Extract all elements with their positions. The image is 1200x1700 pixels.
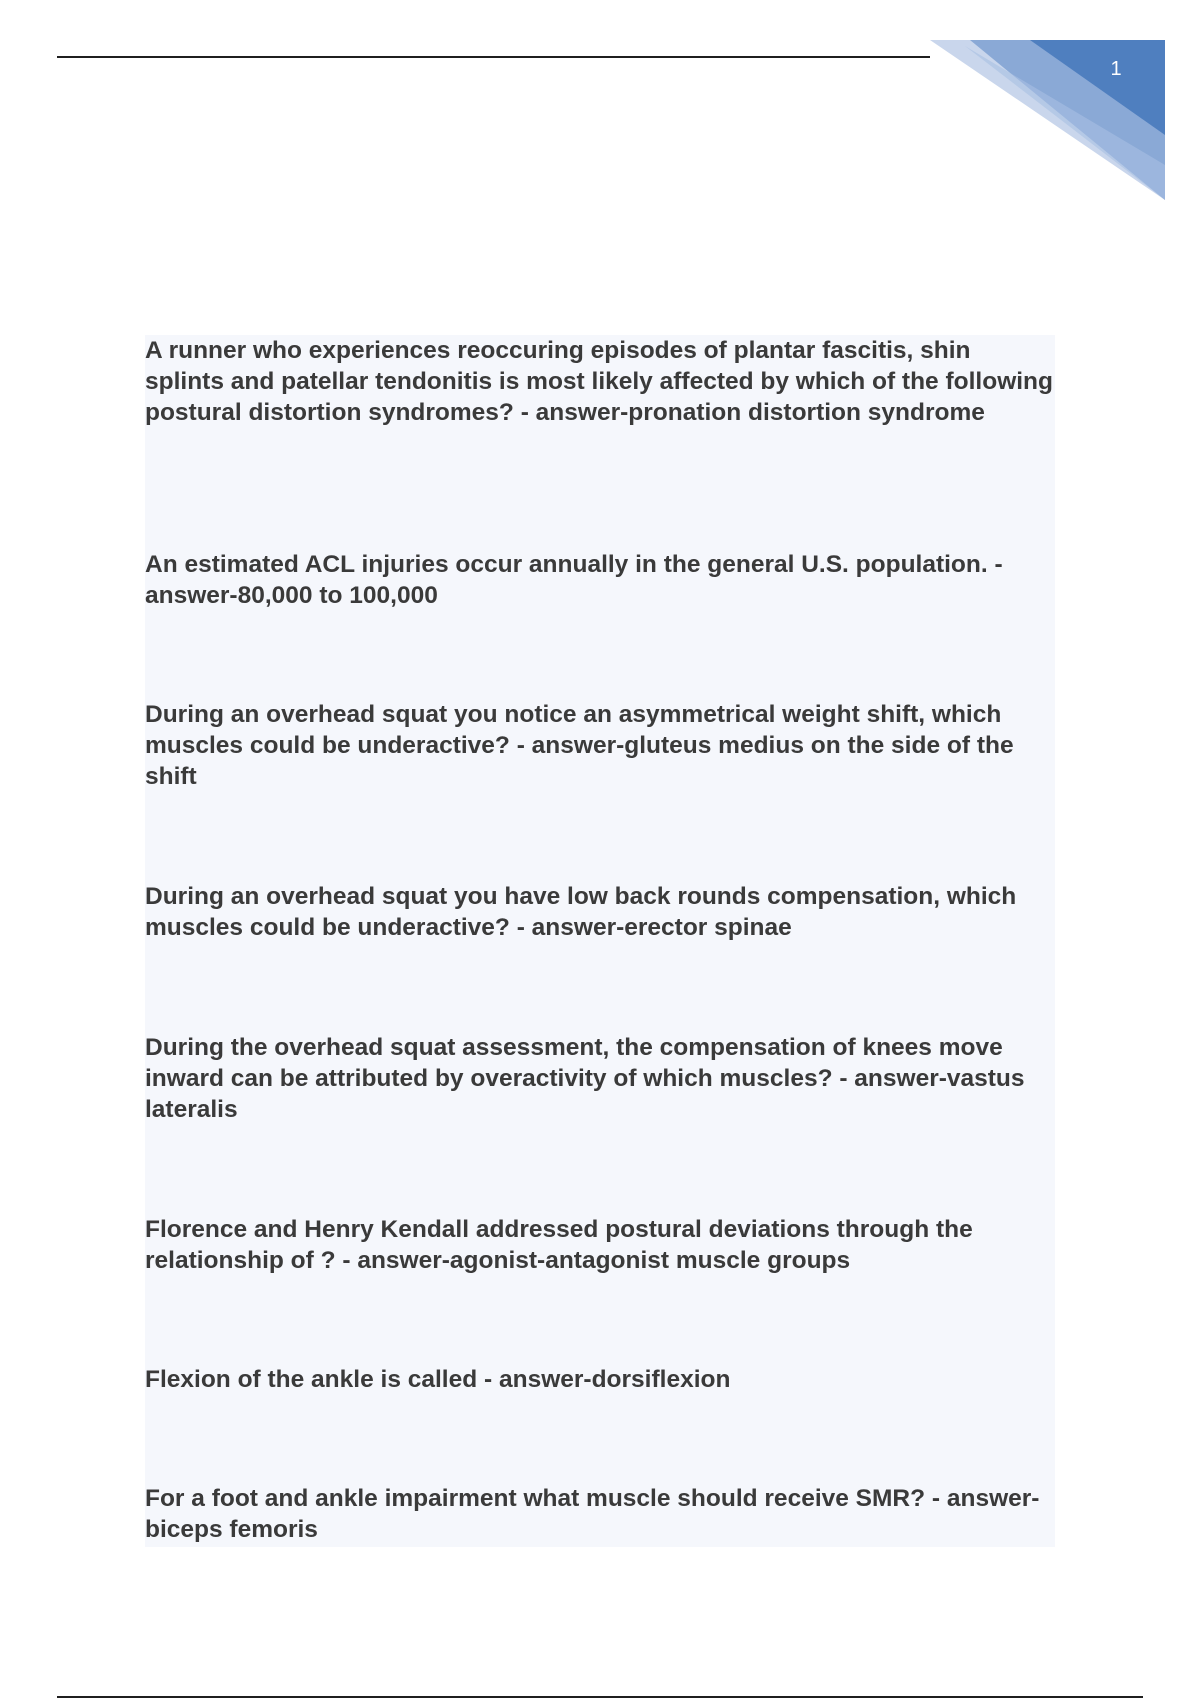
page-number: 1	[1110, 58, 1122, 80]
qa-item-7: Flexion of the ankle is called - answer-dorsiflexion	[145, 1366, 731, 1393]
qa-item-8: For a foot and ankle impairment what muscle should receive SMR? - answer-biceps femoris	[145, 1485, 1040, 1543]
header-rule	[57, 56, 930, 58]
qa-item-1: A runner who experiences reoccuring episodes of plantar fascitis, shin splints and patellar tendonitis is most likely affected by which of the following postural distortion syndromes? - answer-pronation distortion syndrome	[145, 337, 1053, 426]
qa-item-6: Florence and Henry Kendall addressed postural deviations through the relationship of ? - answer-agonist-antagonist muscle groups	[145, 1216, 973, 1274]
qa-content-block	[145, 335, 1055, 1547]
qa-item-4: During an overhead squat you have low back rounds compensation, which muscles could be underactive? - answer-erector spinae	[145, 883, 1017, 941]
qa-item-2: An estimated ACL injuries occur annually in the general U.S. population. - answer-80,000 to 100,000	[145, 551, 1003, 609]
qa-item-5: During the overhead squat assessment, the compensation of knees move inward can be attributed by overactivity of which muscles? - answer-vastus lateralis	[145, 1034, 1025, 1123]
qa-item-3: During an overhead squat you notice an asymmetrical weight shift, which muscles could be underactive? - answer-gluteus medius on the side of the shift	[145, 701, 1014, 790]
footer-rule	[57, 1696, 1143, 1698]
